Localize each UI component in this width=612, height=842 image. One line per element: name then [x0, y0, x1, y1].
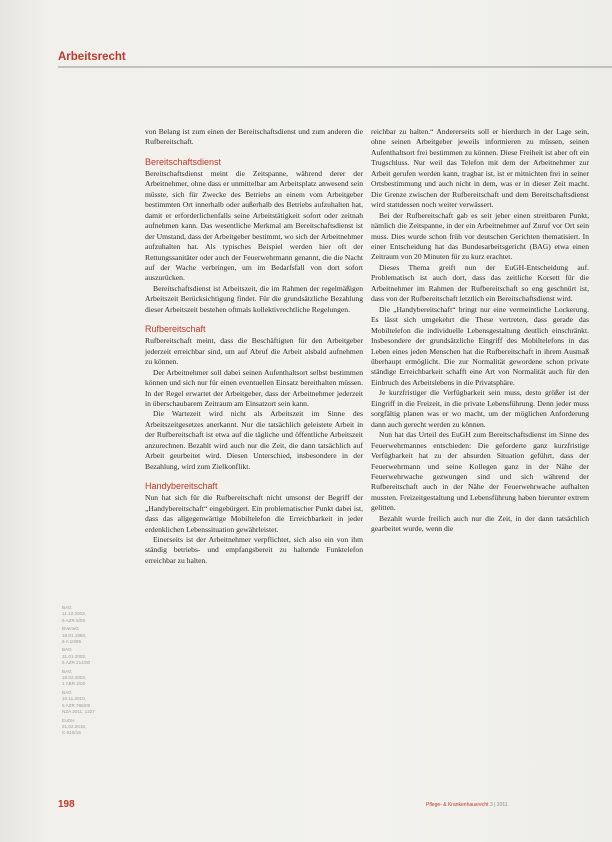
margin-note-line: 21.02.2018, — [62, 723, 87, 729]
paragraph: Je kurzfristiger die Verfügbarkeit sein muss, desto größer ist der Eingriff in die Freizeit, in die private Lebensführung. Denn jeder muss sorgfältig planen was er wo macht, um der möglichen Anforderung dann auch gerecht werden zu können. — [371, 388, 589, 429]
margin-note-court: BAG — [62, 647, 72, 653]
paragraph: Die „Handybereitschaft“ bringt nur eine vermeintliche Lockerung. Es lässt sich umgekehrt die These vertreten, dass gerade das Mobiltelefon die individuelle Lebensgestaltung deutlich einschränkt. Insbesondere der grundsätzliche Eingriff des Mobiltelefons in das Leben eines jeden Menschen hat die Rufbereitschaft in ihrem Ausmaß überhaupt ermöglicht. Die zur Normalität gewordene schon private ständige Erreichbarkeit schafft eine Art von Normalität auch für den Einbruch des Arbeitslebens in die Privatsphäre. — [371, 304, 589, 387]
subheading: Handybereitschaft — [145, 481, 218, 492]
margin-note-line: 19.01.1988, — [62, 632, 87, 638]
margin-note — [62, 690, 136, 716]
paragraph: Bei der Rufbereitschaft gab es seit jeher einen streitbaren Punkt, nämlich die Zeitspanne, in der ein Arbeitnehmer auf Zuruf vor Ort sein muss. Dies wurde schon früh vor deutschen Gerichten thematisiert. In einer Entscheidung hat das Bundesarbeitsgericht (BAG) etwa einen Zeitraum von 20 Minuten für zu kurz erachtet. — [371, 210, 589, 262]
margin-note-line: 18.02.2003, — [62, 675, 87, 681]
subheading: Rufbereitschaft — [145, 324, 206, 335]
paragraph: Der Arbeitnehmer soll dabei seinen Aufenthaltsort selbst bestimmen können und sich nur für einen eventuellen Einsatz bereithalten müssen. In der Regel erwartet der Arbeitgeber, dass der Arbeitnehmer jederzeit in überschaubarem Zeitraum am Einsatzort sein kann. — [145, 367, 363, 408]
margin-note-line: 1 ABR 2/02 — [62, 681, 86, 687]
margin-note-court: BAG — [62, 605, 72, 610]
margin-note-court: BAG — [62, 689, 72, 695]
margin-note-line: 6 A 10/86 — [62, 639, 82, 645]
margin-note — [62, 647, 136, 666]
margin-note-line: C-518/15 — [62, 730, 81, 736]
paragraph: Einerseits ist der Arbeitnehmer verpflichtet, sich also ein von ihm ständig betriebs- und empfangsbereit zu haltende Funktelefon erreichbar zu halten. — [145, 534, 363, 565]
margin-note-line: 5 AZR 766/09 — [62, 702, 91, 708]
margin-note-line: 11.12.2003, — [62, 611, 86, 617]
right-column — [371, 127, 589, 535]
margin-notes — [62, 605, 136, 739]
header-rule — [58, 66, 612, 68]
margin-note-court: BVerwG — [62, 626, 79, 632]
margin-note-court: BAG — [62, 668, 72, 674]
paragraph: Bereitschaftsdienst meint die Zeitspanne, während derer der Arbeitnehmer, ohne dass er unmittelbar am Arbeitsplatz anwesend sein müsste, sich für Zwecke des Betriebs an einem vom Arbeitgeber bestimmten Ort innerhalb oder außerhalb des Betriebs aufzuhalten hat, damit er erforderlichenfalls seine Arbeitstätigkeit sofort oder zeitnah aufnehmen kann. Das wesentliche Merkmal am Bereitschaftsdienst ist der Umstand, dass der Arbeitgeber bestimmt, wo sich der Arbeitnehmer aufzuhalten hat. Als typisches Beispiel werden hier oft der Rettungssanitäter oder auch der Feuerwehrmann genannt, die die Nacht auf der Wache verbringen, um im Bedarfsfall von dort sofort auszurücken. — [145, 168, 363, 283]
margin-note-court: EuGH — [62, 717, 75, 723]
section-title: Arbeitsrecht — [58, 51, 126, 63]
margin-note-line: 6 AZR 6/03 — [62, 617, 85, 623]
page-number: 198 — [58, 799, 75, 810]
margin-note-line: NZA 2011, 1227 — [62, 709, 95, 715]
margin-note — [62, 605, 136, 624]
margin-note — [62, 669, 136, 688]
footer-source-issue: 3 | 2011 — [489, 802, 508, 808]
margin-note — [62, 718, 136, 737]
margin-note-line: 10.11.2010, — [62, 696, 86, 702]
footer-source — [426, 802, 508, 808]
footer-source-journal: Pflege- & Krankenhausrecht — [426, 802, 489, 808]
paragraph: Nun hat sich für die Rufbereitschaft nicht umsonst der Begriff der „Handybereitschaft“ eingebürgert. Ein problematischer Punkt dabei ist, dass das allgegenwärtige Mobiltelefon die Erreichbarkeit in jeder erdenklichen Lebenssituation gewährleistet. — [145, 493, 363, 534]
margin-note-line: 31.01.2002, — [62, 653, 87, 659]
paragraph: Rufbereitschaft meint, dass die Beschäftigten für den Arbeitgeber jederzeit erreichbar sind, um auf Abruf die Arbeit alsbald aufnehmen zu können. — [145, 336, 363, 367]
paragraph: von Belang ist zum einen der Bereitschaftsdienst und zum anderen die Rufbereitschaft. — [145, 127, 363, 147]
left-column — [145, 127, 363, 566]
paragraph: Bezahlt wurde freilich auch nur die Zeit, in der dann tatsächlich gearbeitet wurde, wenn die — [371, 513, 589, 534]
margin-note — [62, 626, 136, 645]
paragraph: reichbar zu halten.“ Andererseits soll er hierdurch in der Lage sein, ohne seinen Arbeitgeber jeweils informieren zu müssen, seinen Aufenthaltsort frei bestimmen zu können. Diese Freiheit ist aber oft ein Trugschluss. Nur weil das Telefon mit dem der Arbeitnehmer zur Arbeit gerufen werden kann, tragbar ist, ist er mitnichten frei in seiner Ortsbestimmung und auch nicht in dem, was er in dieser Zeit macht. Die Grenze zwischen der Rufbereitschaft und dem Bereitschaftsdienst wird stattdessen noch weiter verwässert. — [371, 127, 589, 210]
subheading: Bereitschaftsdienst — [145, 156, 222, 167]
paragraph: Die Wartezeit wird nicht als Arbeitszeit im Sinne des Arbeitszeitgesetzes anerkannt. Nur die tatsächlich geleistete Arbeit in der Rufbereitschaft ist etwa auf die tägliche und öffentliche Arbeitszeit anzurechnen. Bezahlt wird auch nur die Zeit, die dann tatsächlich auf Arbeit geurbeitet wird. Diesen Unterschied, insbesondere in der Bezahlung, wird zum Zielkonflikt. — [145, 409, 363, 471]
paragraph: Nun hat das Urteil des EuGH zum Bereitschaftsdienst im Sinne des Feuerwehrmannes entschieden: Die geforderte ganz kurzfristige Verfügbarkeit hat zu der absurden Situation geführt, dass der Feuerwehrmann und seine Kollegen ganz in der Nähe der Feuerwehrwache gezwungen sind und sich während der Rufbereitschaft auch in der Nähe der Feuerwehrwache aufhalten mussten. Freizeitgestaltung und Lebensführung haben hierunter extrem gelitten. — [371, 430, 589, 513]
margin-note-line: 6 AZR 214/00 — [62, 660, 91, 666]
paragraph: Dieses Thema greift nun der EuGH-Entscheidung auf. Problematisch ist auch dort, dass das zeitliche Korsett für die Arbeitnehmer im Rahmen der Rufbereitschaft so eng geschnürt ist, dass von der Rufbereitschaft letztlich ein Bereitschaftsdienst wird. — [371, 262, 589, 304]
paragraph: Bereitschaftsdienst ist Arbeitszeit, die im Rahmen der regelmäßigen Arbeitszeit Berücksichtigung findet. Für die grundsätzliche Bezahlung dieser Arbeitszeit bestehen oftmals kollektivrechtliche Regelungen. — [145, 283, 363, 314]
